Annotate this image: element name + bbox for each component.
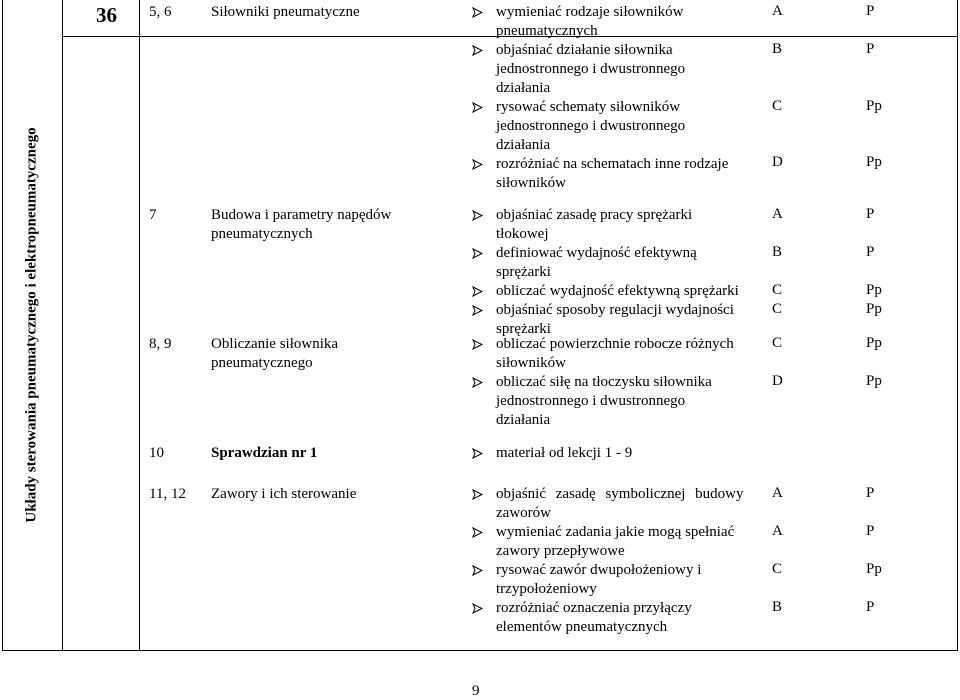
arrow-bullet-icon (472, 527, 483, 538)
grade: A (772, 206, 783, 222)
row1-lessons: 5, 6 (149, 4, 172, 20)
row1-topic: Siłowniki pneumatyczne (211, 4, 360, 20)
arrow-bullet-icon (472, 286, 483, 297)
row5-objectives (472, 485, 744, 637)
arrow-bullet-icon (472, 339, 483, 350)
arrow-bullet-icon (472, 7, 483, 18)
row5-lessons: 11, 12 (149, 486, 186, 502)
grade: C (772, 282, 783, 298)
row3-topic: Obliczanie siłownika pneumatycznego (211, 336, 339, 371)
row3-lessons: 8, 9 (149, 336, 172, 352)
section-title: Układy sterowania pneumatycznego i elektropneumatycznego (23, 127, 40, 523)
grade: B (772, 41, 783, 57)
objective-item: rysować zawór dwupołożeniowy i trzypołożeniowy (472, 561, 744, 599)
row4-objectives (472, 444, 632, 463)
table-border-right (957, 0, 958, 651)
arrow-bullet-icon (472, 377, 483, 388)
row3-objectives (472, 335, 734, 430)
objective-item: rysować schematy siłowników jednostronnego i dwustronnego działania (472, 98, 728, 155)
objective-item: objaśniać sposoby regulacji wydajności sprężarki (472, 301, 739, 339)
row4-lessons: 10 (149, 445, 164, 461)
objective-item: definiować wydajność efektywną sprężarki (472, 244, 739, 282)
grade: D (772, 373, 783, 389)
lesson-column-divider (139, 0, 140, 650)
level: P (866, 523, 875, 539)
grade: B (772, 599, 783, 615)
objective-item: wymieniać rodzaje siłowników pneumatycznych (472, 3, 728, 41)
objective-item: obliczać powierzchnie robocze różnych siłowników (472, 335, 734, 373)
lesson-number: 36 (96, 3, 117, 27)
arrow-bullet-icon (472, 305, 483, 316)
level: Pp (866, 335, 882, 351)
row2-topic: Budowa i parametry napędów pneumatycznych (211, 207, 392, 242)
grade: A (772, 523, 783, 539)
level: P (866, 206, 875, 222)
level: Pp (866, 282, 882, 298)
row2-objectives (472, 206, 739, 339)
objective-item: objaśniać działanie siłownika jednostronnego i dwustronnego działania (472, 41, 728, 98)
objective-item: materiał od lekcji 1 - 9 (472, 444, 632, 463)
objective-item: objaśniać zasadę pracy sprężarki tłokowej (472, 206, 739, 244)
objective-item: wymieniać zadania jakie mogą spełniać zawory przepływowe (472, 523, 744, 561)
level: P (866, 599, 875, 615)
table-border-bottom (2, 650, 957, 651)
objective-item: rozróżniać oznaczenia przyłączy elementów pneumatycznych (472, 599, 744, 637)
grade: B (772, 244, 783, 260)
objective-item: obliczać wydajność efektywną sprężarki (472, 282, 739, 301)
row2-lessons: 7 (149, 207, 157, 223)
grade: A (772, 3, 783, 19)
grade: C (772, 301, 783, 317)
objective-item: objaśnić zasadę symbolicznej budowy zaworów (472, 485, 744, 523)
objective-item: rozróżniać na schematach inne rodzaje siłowników (472, 155, 728, 193)
page-number: 9 (472, 683, 480, 699)
arrow-bullet-icon (472, 102, 483, 113)
section-column-divider (62, 0, 63, 650)
row5-topic: Zawory i ich sterowanie (211, 486, 357, 502)
arrow-bullet-icon (472, 603, 483, 614)
arrow-bullet-icon (472, 565, 483, 576)
table-border-left (2, 0, 3, 650)
arrow-bullet-icon (472, 45, 483, 56)
arrow-bullet-icon (472, 489, 483, 500)
level: Pp (866, 301, 882, 317)
grade: A (772, 485, 783, 501)
row1-objectives (472, 3, 728, 193)
grade: C (772, 98, 783, 114)
row4-topic: Sprawdzian nr 1 (211, 445, 318, 461)
level: P (866, 485, 875, 501)
arrow-bullet-icon (472, 210, 483, 221)
level: P (866, 41, 875, 57)
grade: D (772, 154, 783, 170)
level: Pp (866, 373, 882, 389)
grade: C (772, 335, 783, 351)
level: Pp (866, 98, 882, 114)
objective-item: obliczać siłę na tłoczysku siłownika jednostronnego i dwustronnego działania (472, 373, 734, 430)
grade: C (772, 561, 783, 577)
level: Pp (866, 561, 882, 577)
level: Pp (866, 154, 882, 170)
arrow-bullet-icon (472, 248, 483, 259)
level: P (866, 3, 875, 19)
level: P (866, 244, 875, 260)
arrow-bullet-icon (472, 448, 483, 459)
arrow-bullet-icon (472, 159, 483, 170)
